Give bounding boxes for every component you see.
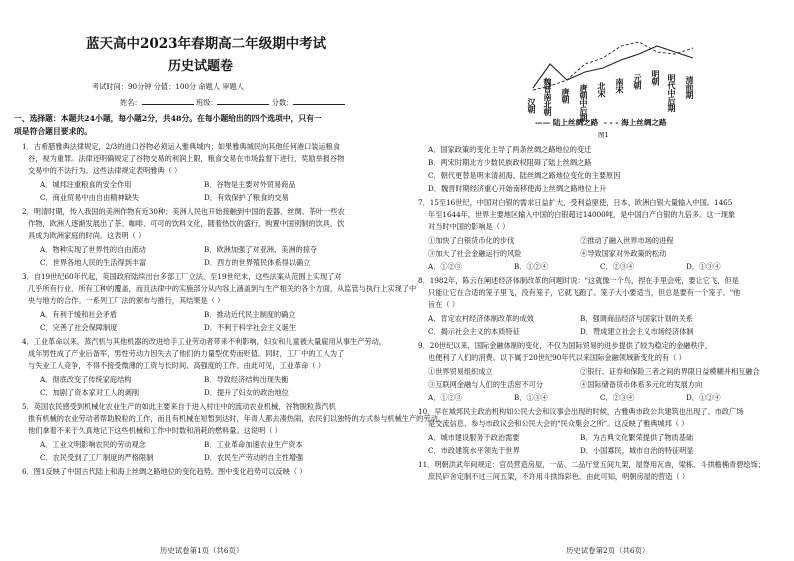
right-line-36: C．市政建筑水平领先于世界 [428, 446, 520, 455]
right-line-32: 10．早在城邦民主政治机构如公民大会和议事会出现的时候，古雅典市政公共建筑也出现了。市政广场 [418, 407, 744, 416]
right-line-14: D．①③④ [686, 262, 721, 271]
right-line-10: ④导致国家对外政策的松动 [580, 249, 667, 258]
footer-left: 历史试卷第1页（共6页） [160, 546, 244, 555]
left-line-28: 5．英国农民感受到机械化农业生产的如此主要来自于进入村庄中的流动农业机械，谷物脱粒蒸汽机 [22, 402, 336, 411]
left-line-13: D．西方的世界殖民体系得以确立 [204, 258, 311, 267]
right-line-11: A．①②③ [428, 262, 462, 271]
dynasty-label-4: 北宋 [597, 82, 607, 97]
left-line-26: C．加剧了资本家对工人的剥削 [40, 388, 139, 397]
dynasty-label-9: 清前期 [685, 76, 695, 99]
right-line-31: D．①②④ [686, 393, 721, 402]
right-line-6: 对当时中国的影响是（ ） [428, 222, 510, 231]
right-line-17: 旨在（ ） [428, 300, 460, 309]
right-line-22: 9．20世纪以来，国际金融体制的变化，不仅为国际贸易的进步提供了较为稳定的金融秩序， [418, 341, 713, 350]
left-line-1: 谷，视为重罪。法律还明确规定了谷物交易的利润上限，粮食交易在市场监督下进行，奖励举报谷物 [28, 154, 345, 163]
left-line-9: 具成为欧洲家庭的时尚。这表明（ ） [28, 231, 146, 240]
left-line-17: A．有利于缓和社会矛盾 [40, 310, 118, 319]
student-info-line [120, 97, 345, 108]
left-line-6: D．有效保护了粮食的交易 [204, 193, 289, 202]
right-line-20: C．揭示社会主义的本质特征 [428, 327, 520, 336]
left-line-5: C．商业贸易中由自由精神缺失 [40, 193, 139, 202]
right-line-3: D．魏晋时期经济重心开始南移使海上丝绸之路地位上升 [428, 184, 607, 193]
left-line-35: 6．图1反映了中国古代陆上和海上丝绸之路地位的变化趋势。图中变化趋势可以反映（ ） [22, 467, 307, 476]
left-line-0: 1．古希腊雅典法律规定，2/3的进口谷物必须运入雅典城内；如果雅典城民向其他任何港口装运粮食 [22, 142, 341, 151]
right-line-5: 年至1644年，世界主要地区输入中国的白银超过14000吨，是中国白产白银的九倍多。这一现象 [428, 210, 736, 219]
right-line-26: ③互联网金融与人们的生活密不可分 [428, 380, 544, 389]
right-line-15: 8．1982年，陈云在阐述经济体制改革的问题时说："这就像一个鸟，捏在手里会死，要让它飞，但是 [418, 276, 739, 285]
right-line-12: B．①②④ [514, 262, 549, 271]
right-line-28: A．①②③ [428, 393, 462, 402]
right-line-27: ④国际储备货币体系多元化的发展方向 [580, 380, 703, 389]
score-label: 分数： [271, 98, 294, 107]
left-line-25: B．导致经济结构出现失衡 [204, 375, 289, 384]
right-line-21: D．赞成建立社会主义市场经济体制 [580, 327, 694, 336]
left-line-2: 交易中的不法行为。这些法律规定表明雅典（ ） [28, 166, 182, 175]
left-line-14: 3．自19世纪60年代起，英国政府陆续出台多部工厂立法。至19世纪末，这些法案从范围上实现了对 [22, 272, 342, 281]
left-line-29: 推有机械的农业劳动者帮助脱粒的工作，而且有机械在短暂到达时，年青人都去凑热闹，农民们以独特的方式参与机械生产的劳动。 [28, 414, 445, 423]
class-field[interactable] [217, 97, 269, 105]
right-line-23: 也便利了人们的消费。以下属于20世纪90年代以来国际金融领域新变化的有（ ） [428, 353, 686, 362]
class-label: 班级： [195, 98, 218, 107]
left-line-33: C．农民受到了工厂制度的严格限制 [40, 453, 154, 462]
right-line-25: ②银行、证券和保险三者之间的界限日益模糊并相互融合 [580, 367, 760, 376]
figure-caption: 图1 [598, 131, 609, 139]
right-line-18: A．肯定农村经济体制改革的成效 [428, 314, 534, 323]
dynasty-label-8: 明代中后期 [667, 74, 677, 112]
left-line-10: A．物种实现了世界性的自由流动 [40, 245, 146, 254]
right-line-2: C．朝代更替是明末清初海、陆丝绸之路地位变化的主要原因 [428, 171, 621, 180]
section1-heading: 一、选择题：本题共24小题，每小题2分，共48分。在每小题给出的四个选项中，只有一 [14, 114, 322, 123]
right-line-8: ②推动了融入世界市场的进程 [580, 236, 674, 245]
legend-land: —— 陆上丝绸之路 [535, 118, 599, 127]
name-label: 姓名： [120, 98, 142, 107]
right-line-4: 7．15至16世纪，中国对白银的需求日益扩大，受利益驱使，日本、欧洲白银大量输入中国。1465 [418, 198, 733, 207]
exam-title: 蓝天高中2023年春期高二年级期中考试 [86, 36, 327, 52]
dynasty-label-2: 唐朝 [561, 88, 571, 103]
dynasty-label-7: 明朝 [651, 70, 661, 85]
left-line-34: D．农民生产劳动的自主性增强 [204, 453, 304, 462]
right-line-33: 是交流信息、参与市政议会和公民大会的"民众集会之所"。这反映了雅典城邦（ ） [428, 419, 689, 428]
left-line-11: B．欧洲加强了对亚洲、美洲的掠夺 [204, 245, 318, 254]
section1-heading-cont: 项是符合题目要求的。 [14, 127, 92, 136]
exam-info: 考试时间：90分钟 分值：100分 命题人 审题人 [92, 82, 244, 91]
dynasty-label-1: 魏晋南北朝 [543, 78, 553, 116]
left-line-23: 与失业工人竞争，不得不接受微薄的工资与长时间、高强度的工作。由此可见，工业革命（ ） [28, 361, 325, 370]
right-line-19: B．强调商品经济与国家计划的关系 [580, 314, 694, 323]
legend-sea: - - - 海上丝绸之路 [603, 118, 667, 127]
left-line-32: B．工业革命加速农业生产资本 [204, 440, 303, 449]
left-line-22: 成年男性成了产业后备军，男性劳动力因失去了他们的力量型优势而贬值。同时，工厂中的工人为了 [28, 349, 345, 358]
right-line-9: ③加大了社会金融运行的风险 [428, 249, 522, 258]
left-line-3: A．城邦注重粮食的安全作用 [40, 180, 132, 189]
right-line-7: ①加快了白银货币化的步伐 [428, 236, 515, 245]
right-line-13: C．②③④ [600, 262, 635, 271]
right-line-24: ①世界贸易组织成立 [428, 367, 493, 376]
left-line-15: 几乎所有行业、所有工种的覆盖，而且法律中的实施部分从内容上涵盖到与生产相关的各个方面，从监管与执行上实现了中 [28, 284, 417, 293]
left-line-19: C．完善了社会保障制度 [40, 323, 118, 332]
name-field[interactable] [142, 97, 194, 105]
left-line-7: 2．明清时期，传入我国的美洲作物有近30种；美洲人民也开始接触到中国的瓷器、丝绸、茶叶一些农 [22, 207, 345, 216]
right-line-29: B．①③④ [514, 393, 549, 402]
right-line-0: A．国家政策的变化主导了两条丝绸之路地位的变迁 [428, 145, 592, 154]
exam-subtitle: 历史试题卷 [168, 59, 234, 74]
right-line-1: B．两宋时期北方少数民族政权阻碍了陆上丝绸之路 [428, 158, 592, 167]
left-line-12: C．世界各地人民的生活得到丰富 [40, 258, 147, 267]
left-line-30: 他们拿着不来于久真地记下这些机械和工作中时数和消耗的燃料量。这说明（ ） [28, 426, 282, 435]
footer-right: 历史试卷第2页（共6页） [566, 546, 650, 555]
left-line-18: B．推动近代民主制度的确立 [204, 310, 296, 319]
dynasty-label-0: 汉朝 [527, 98, 537, 113]
dynasty-label-6: 元朝 [633, 74, 643, 89]
figure-legend [535, 118, 667, 128]
dynasty-label-3: 唐朝中后期 [579, 84, 589, 122]
right-line-38: 11．明朝洪武年间规定：官员营造房屋，一品、二品厅堂五间九架，屋脊用瓦兽，梁栋、斗拱檐桷青碧绘饰； [418, 460, 765, 469]
right-line-16: 只能让它在合适的笼子里飞，没有笼子，它就飞跑了。笼子大小要适当，但总是要有一个笼子。"他 [428, 288, 741, 297]
left-line-21: 4．工业革命以来，蒸汽机与其他机器的改进给手工业劳动者带来不利影响，妇女和儿童被大量雇用从事生产劳动， [22, 337, 386, 346]
left-line-16: 央与地方的合作。一系列工厂法的颁布与推行，其结果是（ ） [28, 296, 225, 305]
left-line-4: B．谷物是主要对外贸易商品 [204, 180, 296, 189]
right-line-37: D．小国寡民，城市自治的特征明显 [580, 446, 694, 455]
left-line-31: A．工业文明影响农民的劳动观念 [40, 440, 146, 449]
left-line-8: 作物，欧洲人逐渐发展出了茶、咖啡、可可的饮料文化，随着热饮的盛行，购置中国别制的饮具、饮 [28, 219, 345, 228]
right-line-39: 庶民庐舍定制不过三间五架，不许用斗拱饰彩色。由此可知，明朝房屋的营造（ ） [428, 472, 690, 481]
left-line-24: A．彻底改变了传统家庭结构 [40, 375, 132, 384]
dynasty-label-5: 南宋 [615, 78, 625, 93]
score-field[interactable] [293, 97, 345, 105]
right-line-34: A．城市建设服务于政治需要 [428, 433, 520, 442]
left-line-20: D．不利于科学社会主义诞生 [204, 323, 297, 332]
right-line-35: B．为古典文化繁荣提供了物质基础 [580, 433, 694, 442]
right-line-30: C．②③④ [600, 393, 635, 402]
left-line-27: D．提升了妇女的政治地位 [204, 388, 289, 397]
